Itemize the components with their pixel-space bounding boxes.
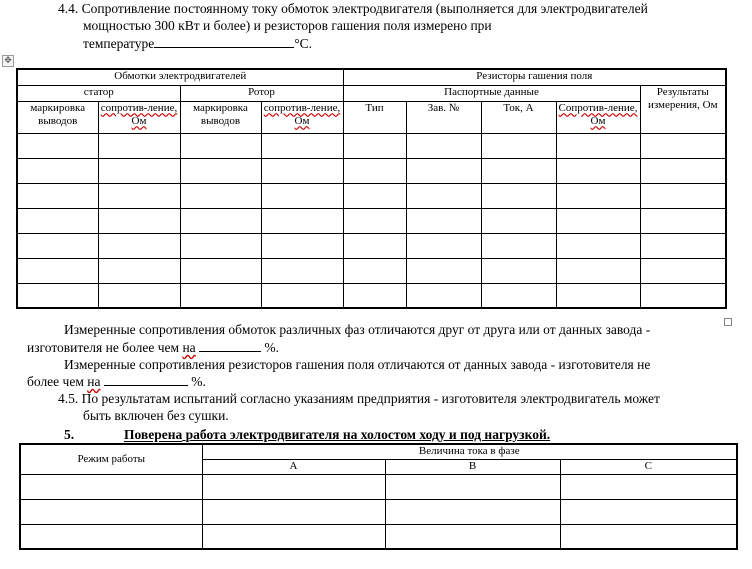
table-cell[interactable] (180, 183, 261, 208)
table-cell[interactable] (98, 183, 180, 208)
table-cell[interactable] (202, 499, 385, 524)
table-cell[interactable] (180, 158, 261, 183)
header-passport: Паспортные данные (343, 85, 640, 101)
section-5-number: 5. (64, 427, 75, 442)
table-cell[interactable] (17, 283, 98, 308)
header-phase-c: С (560, 459, 737, 474)
table-row (17, 133, 726, 158)
table-cell[interactable] (406, 158, 481, 183)
table-cell[interactable] (98, 133, 180, 158)
para2-line2: более чем на %. (27, 374, 206, 389)
header-mode: Режим работы (20, 444, 202, 474)
header-results: Результаты измерения, Ом (640, 85, 726, 133)
table-cell[interactable] (261, 133, 343, 158)
table-cell[interactable] (261, 258, 343, 283)
table-cell[interactable] (17, 208, 98, 233)
table-cell[interactable] (20, 474, 202, 499)
table-cell[interactable] (343, 258, 406, 283)
table-cell[interactable] (406, 183, 481, 208)
table-cell[interactable] (385, 499, 560, 524)
section-4-5-line2: быть включен без сушки. (83, 408, 229, 423)
table-row (17, 183, 726, 208)
section-4-4-line1: 4.4. Сопротивление постоянному току обмоток электродвигателя (выполняется для электродвигателей (58, 1, 648, 16)
table-cell[interactable] (98, 208, 180, 233)
table-cell[interactable] (560, 474, 737, 499)
header-windings: Обмотки электродвигателей (17, 69, 343, 85)
table-cell[interactable] (180, 258, 261, 283)
section-4-5-line1: 4.5. По результатам испытаний согласно указаниям предприятия - изготовителя электродвигатель может (58, 391, 660, 406)
para1-na: на (182, 340, 196, 355)
table-cell[interactable] (406, 133, 481, 158)
table-cell[interactable] (481, 133, 556, 158)
table-row (17, 208, 726, 233)
table-cell[interactable] (343, 283, 406, 308)
table-cell[interactable] (481, 158, 556, 183)
header-phase-a: А (202, 459, 385, 474)
table-row (20, 499, 737, 524)
table-cell[interactable] (640, 283, 726, 308)
table-cell[interactable] (98, 258, 180, 283)
table-cell[interactable] (343, 233, 406, 258)
table-cell[interactable] (343, 158, 406, 183)
table-cell[interactable] (560, 499, 737, 524)
header-stator-marking: маркировка выводов (17, 101, 98, 133)
header-resistance-cap: Сопротив-ление, Ом (556, 101, 640, 133)
table-cell[interactable] (343, 183, 406, 208)
table-cell[interactable] (180, 133, 261, 158)
table-cell[interactable] (556, 133, 640, 158)
table-cell[interactable] (556, 183, 640, 208)
table-cell[interactable] (261, 283, 343, 308)
section-4-4-line2: мощностью 300 кВт и более) и резисторов гашения поля измерено при (83, 18, 492, 33)
table-cell[interactable] (640, 183, 726, 208)
table-cell[interactable] (20, 524, 202, 549)
table-move-handle-icon[interactable]: ✥ (2, 55, 14, 67)
table-cell[interactable] (180, 283, 261, 308)
table-cell[interactable] (17, 133, 98, 158)
table-row (20, 474, 737, 499)
table-cell[interactable] (556, 158, 640, 183)
load-current-table (19, 443, 738, 550)
header-stator: статор (17, 85, 180, 101)
temperature-label: температуре (83, 36, 155, 51)
table-cell[interactable] (17, 258, 98, 283)
para1-line2: изготовителя не более чем на %. (27, 340, 280, 355)
header-current: Ток, А (481, 101, 556, 133)
table-cell[interactable] (640, 258, 726, 283)
table-cell[interactable] (560, 524, 737, 549)
table-cell[interactable] (385, 524, 560, 549)
header-stator-resistance: сопротив-ление, Ом (98, 101, 180, 133)
table-cell[interactable] (481, 283, 556, 308)
table-cell[interactable] (385, 474, 560, 499)
table-cell[interactable] (202, 474, 385, 499)
table-row (17, 283, 726, 308)
table-cell[interactable] (98, 283, 180, 308)
temperature-blank[interactable] (154, 35, 294, 48)
header-rotor-resistance: сопротив-ление, Ом (261, 101, 343, 133)
table-cell[interactable] (17, 158, 98, 183)
header-resistors: Резисторы гашения поля (343, 69, 726, 85)
table-cell[interactable] (180, 233, 261, 258)
table-cell[interactable] (98, 158, 180, 183)
para2-line1: Измеренные сопротивления резисторов гашения поля отличаются от данных завода - изготовителя не (64, 357, 651, 372)
table-cell[interactable] (640, 208, 726, 233)
header-rotor-marking: маркировка выводов (180, 101, 261, 133)
table-cell[interactable] (343, 133, 406, 158)
table-cell[interactable] (640, 233, 726, 258)
header-type: Тип (343, 101, 406, 133)
table-cell[interactable] (481, 208, 556, 233)
table-cell[interactable] (261, 183, 343, 208)
header-phase-b: В (385, 459, 560, 474)
table-resize-handle[interactable] (724, 318, 732, 326)
table-cell[interactable] (17, 183, 98, 208)
table-cell[interactable] (406, 258, 481, 283)
table-cell[interactable] (556, 283, 640, 308)
resistance-table (16, 68, 727, 309)
table-row (17, 258, 726, 283)
table-cell[interactable] (20, 499, 202, 524)
table-cell[interactable] (556, 208, 640, 233)
header-rotor: Ротор (180, 85, 343, 101)
section-5-title: Поверена работа электродвигателя на холостом ходу и под нагрузкой. (124, 427, 551, 442)
table-row (17, 158, 726, 183)
table-cell[interactable] (98, 233, 180, 258)
table-cell[interactable] (202, 524, 385, 549)
temperature-unit: °С. (294, 36, 313, 51)
table-cell[interactable] (343, 208, 406, 233)
table-cell[interactable] (261, 208, 343, 233)
table-cell[interactable] (261, 233, 343, 258)
para2-blank[interactable] (104, 373, 188, 386)
table-cell[interactable] (406, 233, 481, 258)
table-cell[interactable] (406, 283, 481, 308)
para2-na: на (87, 374, 101, 389)
table-cell[interactable] (180, 208, 261, 233)
para1-blank[interactable] (199, 339, 261, 352)
table-cell[interactable] (17, 233, 98, 258)
table-cell[interactable] (640, 158, 726, 183)
table-cell[interactable] (406, 208, 481, 233)
table-cell[interactable] (556, 233, 640, 258)
table-cell[interactable] (640, 133, 726, 158)
table-cell[interactable] (481, 183, 556, 208)
table-cell[interactable] (556, 258, 640, 283)
header-phase-current: Величина тока в фазе (202, 444, 737, 459)
table-row (17, 233, 726, 258)
table-row (20, 524, 737, 549)
para1-line1: Измеренные сопротивления обмоток различных фаз отличаются друг от друга или от данных завода - (64, 322, 651, 337)
section-4-4-line3 (83, 35, 312, 52)
table-cell[interactable] (481, 258, 556, 283)
table-cell[interactable] (481, 233, 556, 258)
table-cell[interactable] (261, 158, 343, 183)
header-serial: Зав. № (406, 101, 481, 133)
